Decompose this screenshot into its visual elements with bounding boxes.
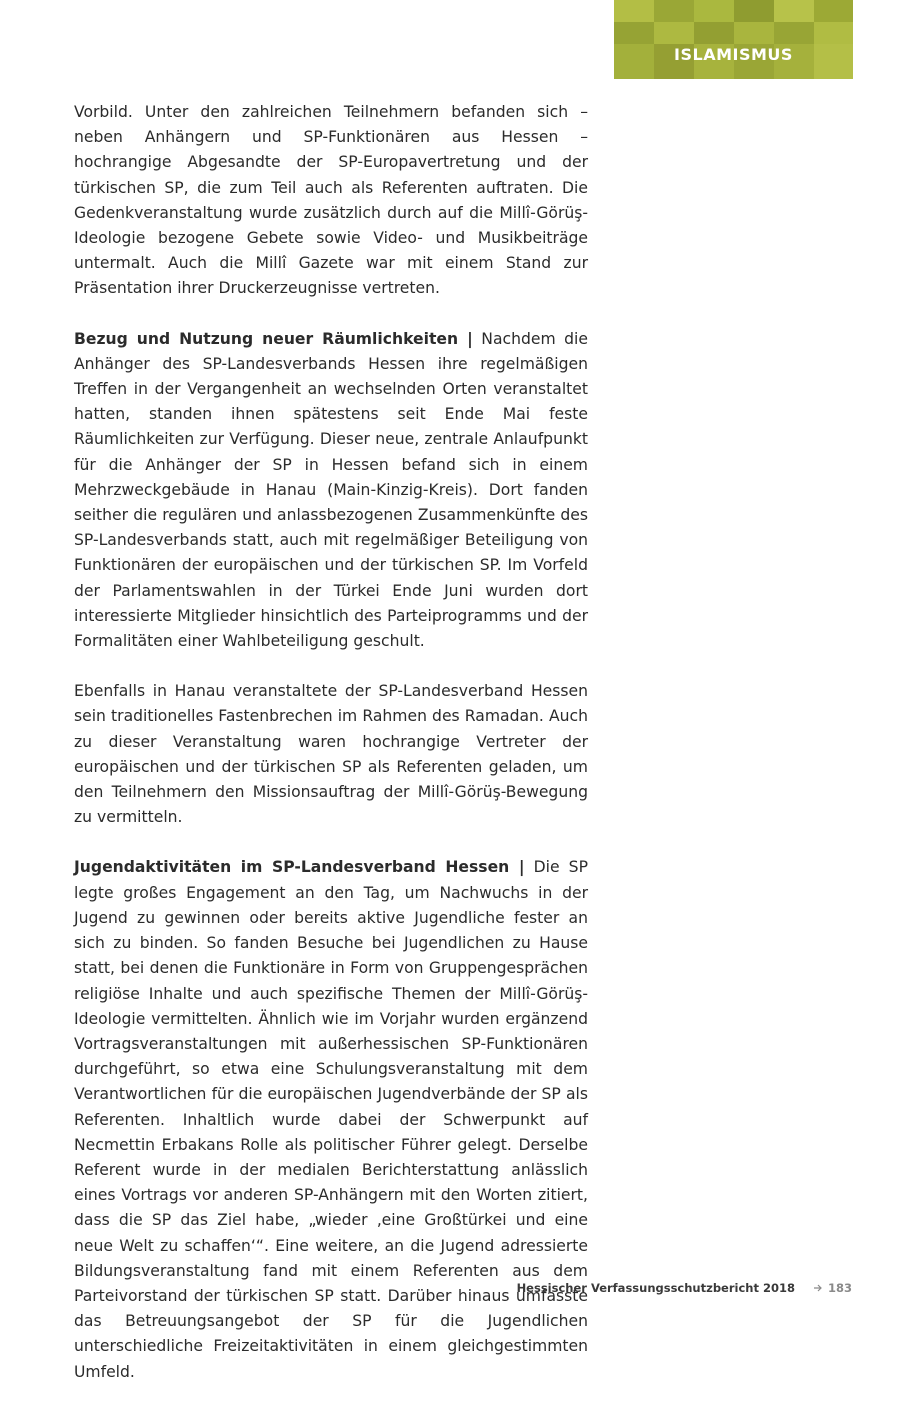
arrow-right-icon [813, 1283, 823, 1293]
page-number: 183 [827, 1281, 852, 1295]
page-footer [517, 1281, 852, 1295]
page-indicator [813, 1281, 852, 1295]
body-text [74, 100, 588, 1410]
paragraph-4-heading: Jugendaktivitäten im SP-Landesverband Hessen | [74, 858, 525, 877]
publication-title: Hessischer Verfassungsschutzbericht 2018 [516, 1281, 795, 1295]
section-tab [614, 0, 853, 79]
paragraph-2-heading: Bezug und Nutzung neuer Räumlichkeiten | [74, 329, 473, 348]
tab-mosaic-decoration [614, 0, 853, 79]
paragraph-4 [74, 855, 588, 1384]
paragraph-3: Ebenfalls in Hanau veranstaltete der SP-Landesverband Hessen sein traditionelles Fastenbrechen im Rahmen des Ramadan. Auch zu dieser Veranstaltung waren hochrangige Vertreter der europäischen und der türkischen SP als Referenten geladen, um den Teilnehmern den Missionsauftrag der Millî-Görüş-Bewegung zu vermitteln. [74, 682, 588, 827]
paragraph-4-text: Die SP legte großes Engagement an den Tag, um Nachwuchs in der Jugend zu gewinnen oder bereits aktive Jugendliche fester an sich zu binden. So fanden Besuche bei Jugendlichen zu Hause statt, bei denen die Funktionäre in Form von Gruppengesprächen religiöse Inhalte und auch spezifische Themen der Millî-Görüş-Ideologie vermittelten. Ähnlich wie im Vorjahr wurden ergänzend Vortragsveranstaltungen mit außerhessischen SP-Funktionären durchgeführt, so etwa eine Schulungsveranstaltung mit dem Verantwortlichen für die europäischen Jugendverbände der SP als Referenten. Inhaltlich wurde dabei der Schwerpunkt auf Necmettin Erbakans Rolle als politischer Führer gelegt. Derselbe Referent wurde in der medialen Berichterstattung anlässlich eines Vortrags vor anderen SP-Anhängern mit den Worten zitiert, dass die SP das Ziel habe, „wieder ‚eine Großtürkei und eine neue Welt zu schaffen‘“. Eine weitere, an die Jugend adressierte Bildungsveranstaltung fand mit einem Referenten aus dem Parteivorstand der türkischen SP statt. Darüber hinaus umfasste das Betreuungsangebot der SP für die Jugendlichen unterschiedliche Freizeitaktivitäten in einem gleichgestimmten Umfeld. [74, 858, 588, 1381]
section-title: ISLAMISMUS [674, 45, 793, 64]
paragraph-2-text: Nachdem die Anhänger des SP-Landesverbands Hessen ihre regelmäßigen Treffen in der Vergangenheit an wechselnden Orten veranstaltet hatten, standen ihnen spätestens seit Ende Mai feste Räumlichkeiten zur Verfügung. Dieser neue, zentrale Anlaufpunkt für die Anhänger der SP in Hessen befand sich in einem Mehrzweckgebäude in Hanau (Main-Kinzig-Kreis). Dort fanden seither die regulären und anlassbezogenen Zusammenkünfte des SP-Landesverbands statt, auch mit regelmäßiger Beteiligung von Funktionären der europäischen und der türkischen SP. Im Vorfeld der Parlamentswahlen in der Türkei Ende Juni wurden dort interessierte Mitglieder hinsichtlich des Parteiprogramms und der Formalitäten einer Wahlbeteiligung geschult. [74, 329, 588, 651]
paragraph-1: Vorbild. Unter den zahlreichen Teilnehmern befanden sich – neben Anhängern und SP-Funktionären aus Hessen – hochrangige Abgesandte der SP-Europavertretung und der türkischen SP, die zum Teil auch als Referenten auftraten. Die Gedenkveranstaltung wurde zusätzlich durch auf die Millî-Görüş-Ideologie bezogene Gebete sowie Video- und Musikbeiträge untermalt. Auch die Millî Gazete war mit einem Stand zur Präsentation ihrer Druckerzeugnisse vertreten. [74, 103, 588, 298]
paragraph-2 [74, 327, 588, 655]
